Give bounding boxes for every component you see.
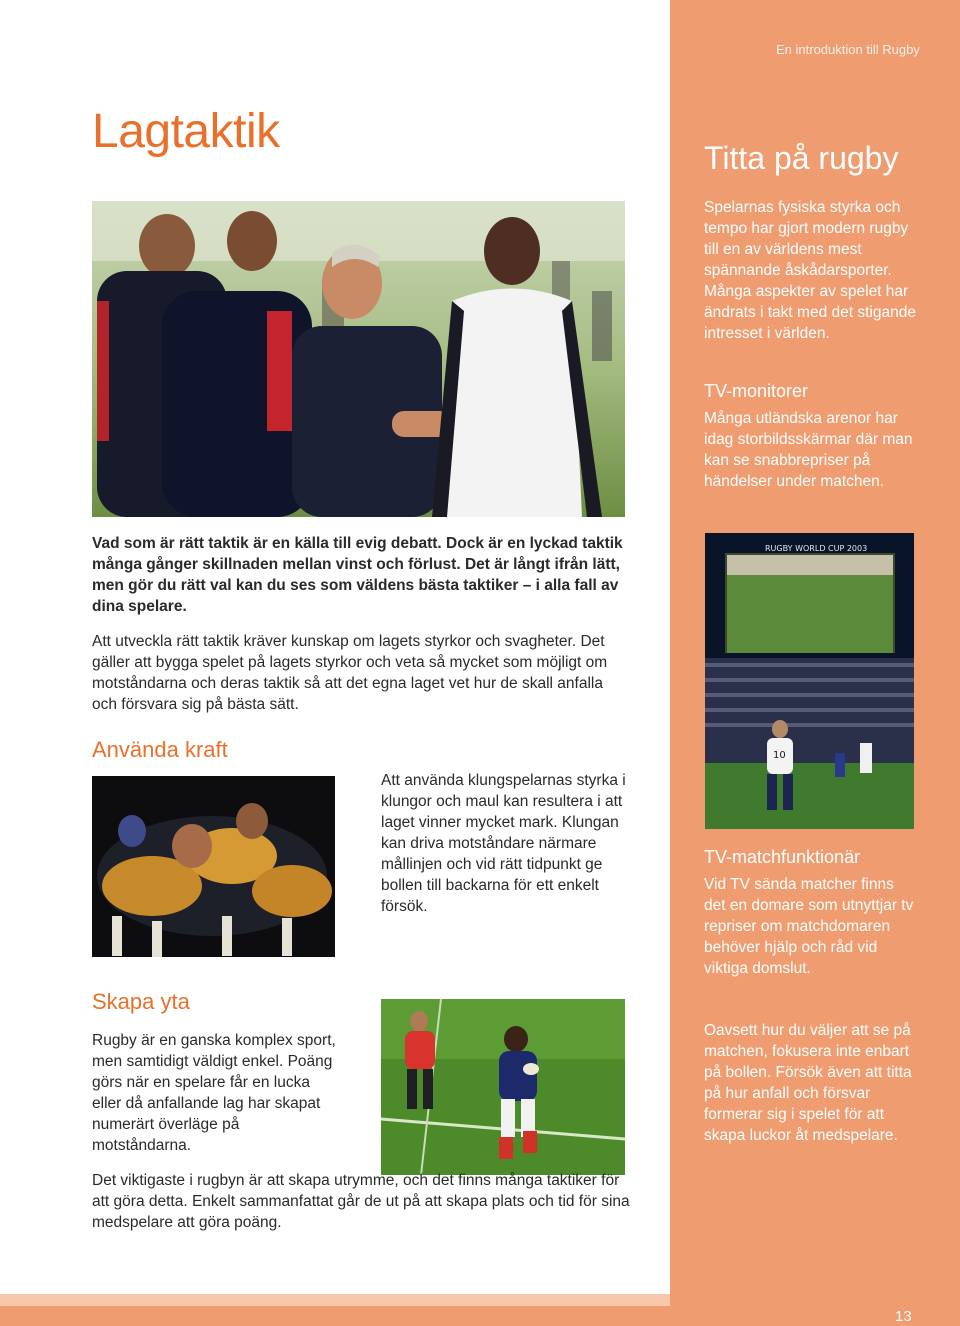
body-paragraph: Att utveckla rätt taktik kräver kunskap om lagets styrkor och svagheter. Det gäller att bygga spelet på lagets styrkor och veta så mycket som möjligt om motståndarna och deras taktik så att det egna laget vet hur de skall anfalla och försvara sig på bästa sätt. <box>92 633 608 713</box>
tv-monitor-heading: TV-monitorer <box>704 381 809 401</box>
section-heading-kraft: Använda kraft <box>92 737 228 762</box>
sidebar-intro: Spelarnas fysiska styrka och tempo har gjort modern rugby till en av världens mest spännande åskådarsporter. Många aspekter av spelet har ändrats i takt med det stigande intresset i världen. <box>704 199 916 342</box>
tv-match-text: Vid TV sända matcher finns det en domare som utnyttjar tv repriser om matchdomaren behöver hjälp och råd vid viktiga domslut. <box>704 876 914 977</box>
section-heading-yta: Skapa yta <box>92 989 190 1014</box>
photo-running-player <box>381 999 625 1175</box>
screen-caption: RUGBY WORLD CUP 2003 <box>765 544 868 553</box>
page-number: 13 <box>895 1308 912 1325</box>
sidebar-title: Titta på rugby <box>704 140 899 176</box>
tv-monitor-text: Många utländska arenor har idag storbildsskärmar där man kan se snabbrepriser på händelser under matchen. <box>704 410 913 490</box>
photo-team-huddle <box>92 201 625 517</box>
photo-stadium-screen <box>705 533 914 829</box>
yta-paragraph-2: Det viktigaste i rugbyn är att skapa utrymme, och det finns många taktiker för att göra detta. Enkelt sammanfattat går de ut på att skapa plats och tid för sina medspelare att göra poäng. <box>92 1172 630 1231</box>
tv-match-heading: TV-matchfunktionär <box>704 847 861 867</box>
tv-match-text-2: Oavsett hur du väljer att se på matchen, fokusera inte enbart på bollen. Försök även att titta på hur anfall och försvar formerar sig i spelet för att skapa luckor åt medspelare. <box>704 1022 912 1144</box>
kraft-paragraph: Att använda klungspelarnas styrka i klungor och maul kan resultera i att laget vinner mycket mark. Klungan kan driva motståndare närmare mållinjen och vid rätt tidpunkt ge bollen till backarna för ett enkelt försök. <box>381 772 626 915</box>
page-title: Lagtaktik <box>92 105 280 158</box>
footer-bar <box>0 1294 960 1326</box>
running-header: En introduktion till Rugby <box>776 42 920 57</box>
photo-scrum <box>92 776 335 957</box>
player-number: 10 <box>773 750 786 761</box>
lead-paragraph: Vad som är rätt taktik är en källa till evig debatt. Dock är en lyckad taktik många gånger skillnaden mellan vinst och förlust. Det är långt ifrån lätt, men gör du rätt val kan du ses som väldens bästa taktiker – i alla fall av dina spelare. <box>92 535 623 615</box>
yta-paragraph: Rugby är en ganska komplex sport, men samtidigt väldigt enkel. Poäng görs när en spelare får en lucka eller då anfallande lag har skapat numerärt överläge på motståndarna. <box>92 1032 336 1154</box>
